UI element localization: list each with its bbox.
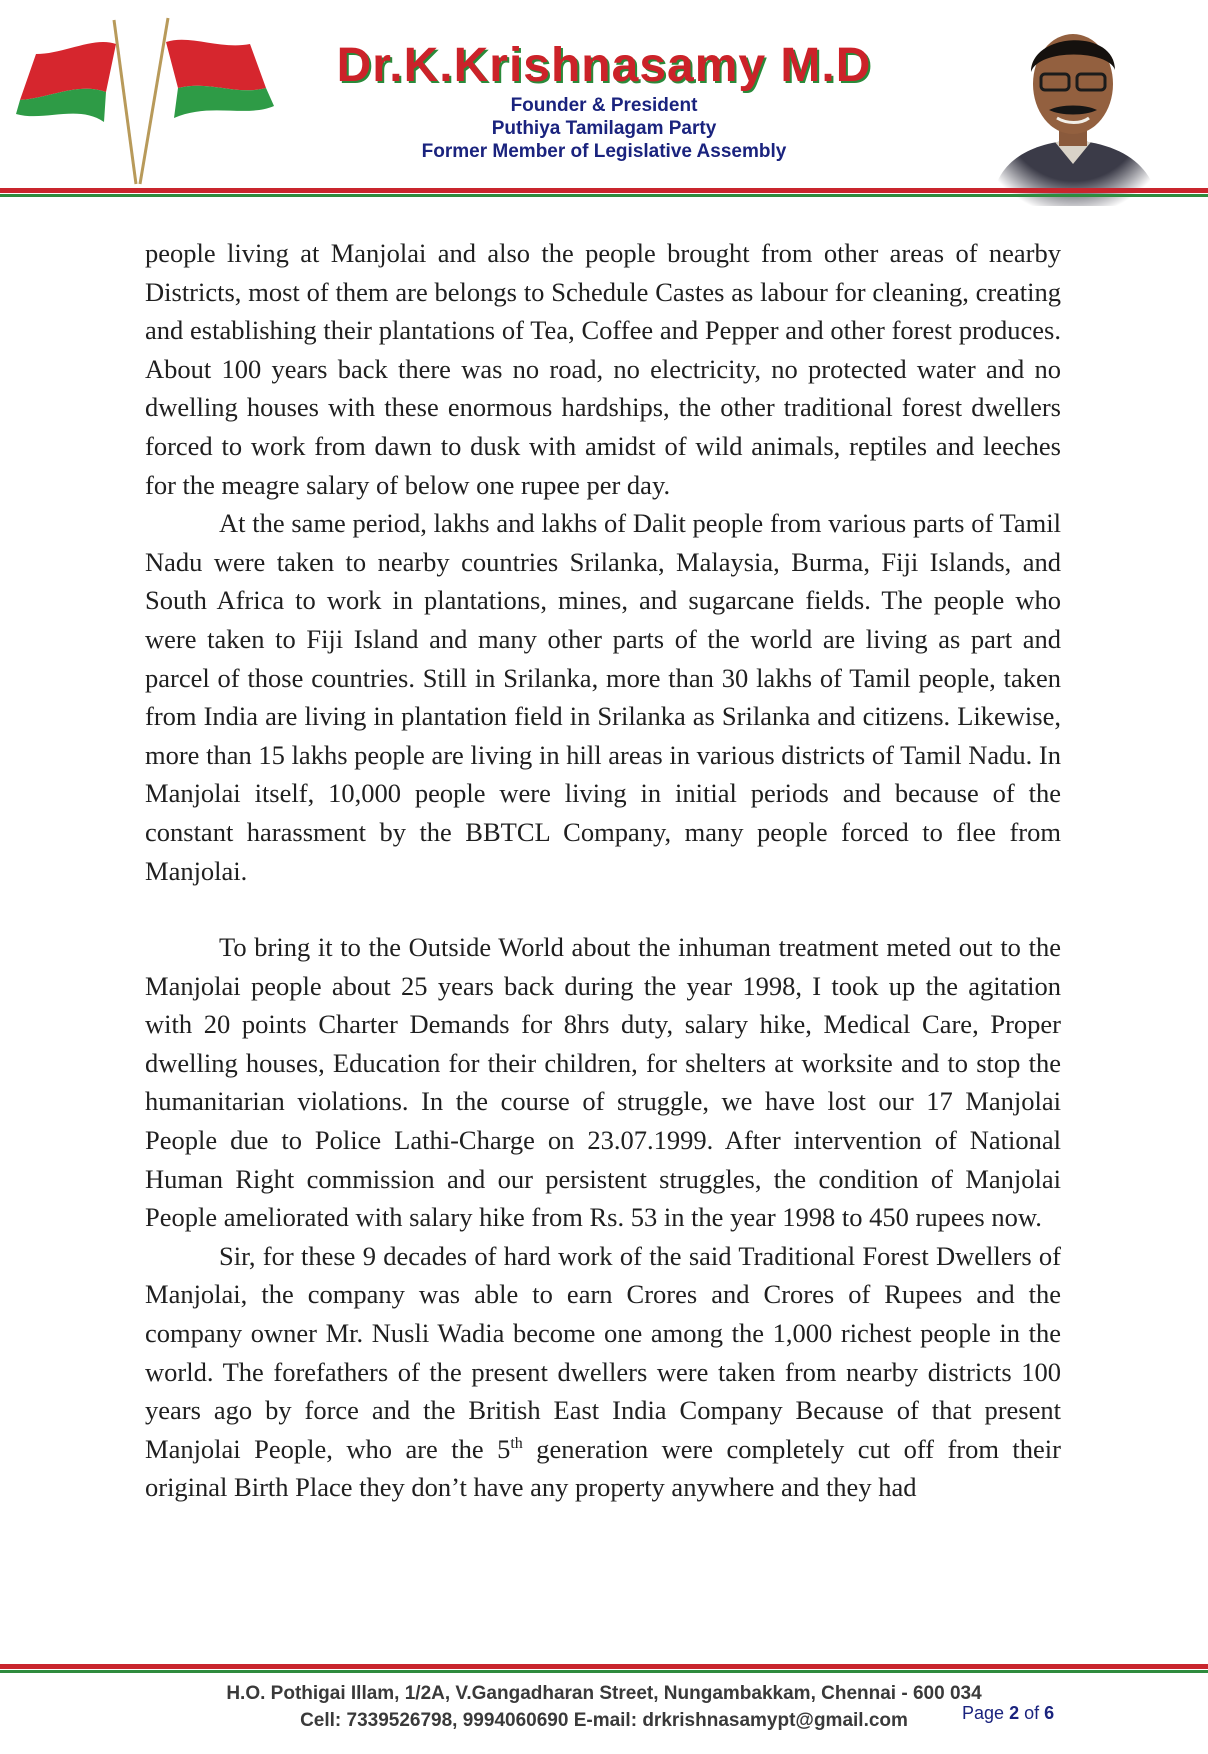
letterhead bbox=[0, 0, 1208, 212]
page-label: Page bbox=[962, 1703, 1005, 1723]
page-current: 2 bbox=[1009, 1703, 1020, 1723]
page-of-label: of bbox=[1024, 1703, 1040, 1723]
ordinal-suffix: th bbox=[510, 1434, 523, 1452]
footer-phone-email: Cell: 7339526798, 9994060690 E-mail: drkrishnasamypt@gmail.com bbox=[300, 1710, 908, 1731]
paragraph-4 bbox=[145, 1237, 1061, 1507]
footer-rule-red bbox=[0, 1664, 1208, 1669]
footer-rule-green bbox=[0, 1670, 1208, 1673]
paragraph-4-part-b: generation were completely cut off from their original Birth Place they don’t have any property anywhere and they had bbox=[145, 1433, 1061, 1503]
letterhead-name: Dr.K.Krishnasamy M.D bbox=[336, 39, 872, 92]
portrait-photo bbox=[985, 14, 1163, 206]
paragraph-3: To bring it to the Outside World about the inhuman treatment meted out to the Manjolai people about 25 years back during the year 1998, I took up the agitation with 20 points Charter Demands for 8hrs duty, salary hike, Medical Care, Proper dwelling houses, Education for their children, for shelters at worksite and to stop the humanitarian violations. In the course of struggle, we have lost our 17 Manjolai People due to Police Lathi-Charge on 23.07.1999. After intervention of National Human Right commission and our persistent struggles, the condition of Manjolai People ameliorated with salary hike from Rs. 53 in the year 1998 to 450 rupees now. bbox=[145, 932, 1061, 1233]
letterhead-former-title: Former Member of Legislative Assembly bbox=[421, 141, 787, 162]
paragraph-2: At the same period, lakhs and lakhs of Dalit people from various parts of Tamil Nadu were taken to nearby countries Srilanka, Malaysia, Burma, Fiji Islands, and South Africa to work in plantations, mines, and sugarcane fields. The people who were taken to Fiji Island and many other parts of the world are living as part and parcel of those countries. Still in Srilanka, more than 30 lakhs of Tamil people, taken from India are living in plantation field in Srilanka as Srilanka and citizens. Likewise, more than 15 lakhs people are living in hill areas in various districts of Tamil Nadu. In Manjolai itself, 10,000 people were living in initial periods and because of the constant harassment by the BBTCL Company, many people forced to flee from Manjolai. bbox=[145, 508, 1061, 886]
letterhead-party: Puthiya Tamilagam Party bbox=[491, 118, 717, 139]
letter-body bbox=[145, 234, 1061, 1507]
page-number bbox=[962, 1703, 1054, 1724]
paragraph-4-part-a: Sir, for these 9 decades of hard work of the said Traditional Forest Dwellers of Manjolai, the company was able to earn Crores and Crores of Rupees and the company owner Mr. Nusli Wadia become one among the 1,000 richest people in the world. The forefathers of the present dwellers were taken from nearby districts 100 years ago by force and the British East India Company Because of that present Manjolai People, who are the 5 bbox=[145, 1240, 1061, 1464]
letterhead-role: Founder & President bbox=[510, 95, 698, 116]
paragraph-1: people living at Manjolai and also the people brought from other areas of nearby Districts, most of them are belongs to Schedule Castes as labour for cleaning, creating and establishing their plantations of Tea, Coffee and Pepper and other forest produces. About 100 years back there was no road, no electricity, no protected water and no dwelling houses with these enormous hardships, the other traditional forest dwellers forced to work from dawn to dusk with amidst of wild animals, reptiles and leeches for the meagre salary of below one rupee per day. bbox=[145, 238, 1061, 500]
header-rule-green bbox=[0, 194, 1208, 197]
footer-address: H.O. Pothigai Illam, 1/2A, V.Gangadharan Street, Nungambakkam, Chennai - 600 034 bbox=[226, 1683, 982, 1704]
header-rule-red bbox=[0, 188, 1208, 193]
page-total: 6 bbox=[1044, 1703, 1055, 1723]
